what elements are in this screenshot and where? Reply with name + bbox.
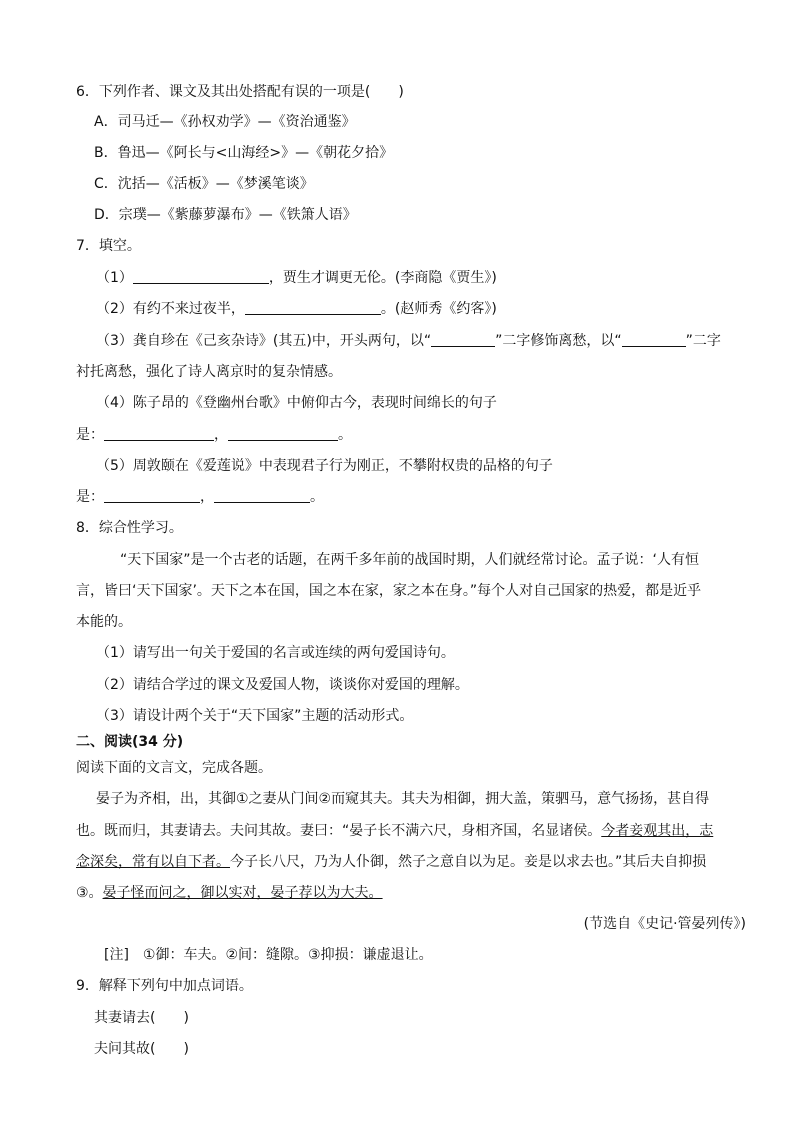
q7-item-2 bbox=[96, 299, 497, 319]
q7-item-2-source: 。(赵师秀《约客》) bbox=[380, 301, 497, 317]
section-heading: 二、阅读(34 分) bbox=[76, 734, 184, 750]
answer-blank[interactable] bbox=[431, 332, 495, 347]
q8-para-line-3: 本能的。 bbox=[76, 614, 132, 630]
underlined-sentence: 晏子怪而问之，御以实对，晏子荐以为大夫。 bbox=[102, 885, 383, 901]
q7-item-5-period: 。 bbox=[310, 489, 324, 505]
q8-stem: 8．综合性学习。 bbox=[76, 520, 183, 536]
q7-item-1 bbox=[96, 268, 497, 288]
q9-item-2: 夫问其故( ) bbox=[94, 1041, 189, 1057]
q7-item-3-text-b: ”二字修饰离愁，以“ bbox=[495, 333, 622, 349]
q7-item-1-label: （1） bbox=[96, 270, 133, 286]
q8-item-3: （3）请设计两个关于“天下国家”主题的活动形式。 bbox=[96, 708, 414, 724]
q7-item-4: （4）陈子昂的《登幽州台歌》中俯仰古今，表现时间绵长的句子 bbox=[96, 395, 497, 411]
q7-item-2-text: （2）有约不来过夜半， bbox=[96, 301, 245, 317]
q7-item-5-prefix: 是： bbox=[76, 489, 104, 505]
passage-source: (节选自《史记·管晏列传》) bbox=[583, 916, 746, 932]
q8-item-1: （1）请写出一句关于爱国的名言或连续的两句爱国诗句。 bbox=[96, 645, 455, 661]
q7-item-4-prefix: 是： bbox=[76, 427, 104, 443]
answer-blank[interactable] bbox=[622, 332, 686, 347]
passage-line-4 bbox=[76, 883, 383, 903]
q7-item-5-cont bbox=[76, 487, 324, 507]
q8-item-2: （2）请结合学过的课文及爱国人物，谈谈你对爱国的理解。 bbox=[96, 677, 469, 693]
answer-blank[interactable] bbox=[104, 426, 214, 441]
q9-stem: 9．解释下列句中加点词语。 bbox=[76, 978, 253, 994]
underlined-sentence: 念深矣，常有以自下者。 bbox=[76, 854, 230, 870]
answer-blank[interactable] bbox=[214, 488, 310, 503]
passage-text: 今子长八尺，乃为人仆御，然子之意自以为足。妾是以求去也。”其后夫自抑损 bbox=[230, 854, 707, 870]
passage-text: 也。既而归，其妻请去。夫问其故。妻曰：“晏子长不满六尺，身相齐国，名显诸侯。 bbox=[76, 823, 602, 839]
passage-line-3 bbox=[76, 852, 706, 872]
q8-para-line-2: 言，皆曰‘天下国家’。天下之本在国，国之本在家，家之本在身。”每个人对自己国家的热爱，都是近乎 bbox=[76, 583, 702, 599]
underlined-sentence: 今者妾观其出，志 bbox=[601, 823, 714, 839]
passage-text: ③。 bbox=[76, 885, 103, 901]
answer-blank[interactable] bbox=[104, 488, 200, 503]
section-intro: 阅读下面的文言文，完成各题。 bbox=[76, 760, 272, 776]
q7-item-3-cont: 衬托离愁，强化了诗人离京时的复杂情感。 bbox=[76, 364, 342, 380]
q7-item-4-comma: ， bbox=[214, 427, 228, 443]
q6-option-c: C．沈括—《活板》—《梦溪笔谈》 bbox=[94, 176, 314, 192]
q7-stem: 7．填空。 bbox=[76, 238, 141, 254]
answer-blank[interactable] bbox=[133, 269, 269, 284]
q7-item-5: （5）周敦颐在《爱莲说》中表现君子行为刚正，不攀附权贵的品格的句子 bbox=[96, 458, 553, 474]
q7-item-3-text-c: ”二字 bbox=[685, 333, 721, 349]
passage-notes: [注] ①御：车夫。②间：缝隙。③抑损：谦虚退让。 bbox=[104, 947, 433, 963]
q6-option-b: B．鲁迅—《阿长与<山海经>》—《朝花夕拾》 bbox=[94, 145, 394, 161]
q7-item-1-text: ，贾生才调更无伦。(李商隐《贾生》) bbox=[268, 270, 497, 286]
q7-item-3-text-a: （3）龚自珍在《己亥杂诗》(其五)中，开头两句，以“ bbox=[96, 333, 432, 349]
q6-option-d: D．宗璞—《紫藤萝瀑布》—《铁箫人语》 bbox=[94, 207, 357, 223]
q7-item-4-cont bbox=[76, 425, 352, 445]
passage-line-2 bbox=[76, 821, 713, 841]
q6-stem: 6．下列作者、课文及其出处搭配有误的一项是( ) bbox=[76, 84, 404, 100]
q6-option-a: A．司马迁—《孙权劝学》—《资治通鉴》 bbox=[94, 114, 356, 130]
answer-blank[interactable] bbox=[245, 300, 381, 315]
q8-para-line-1: “天下国家”是一个古老的话题，在两千多年前的战国时期，人们就经常讨论。孟子说：‘人有恒 bbox=[120, 552, 699, 568]
passage-line-1: 晏子为齐相，出，其御①之妻从门间②而窥其夫。其夫为相御，拥大盖，策驷马，意气扬扬，甚自得 bbox=[96, 791, 710, 807]
answer-blank[interactable] bbox=[228, 426, 338, 441]
q7-item-3 bbox=[96, 331, 721, 351]
q9-item-1: 其妻请去( ) bbox=[94, 1010, 189, 1026]
q7-item-5-comma: ， bbox=[200, 489, 214, 505]
q7-item-4-period: 。 bbox=[338, 427, 352, 443]
